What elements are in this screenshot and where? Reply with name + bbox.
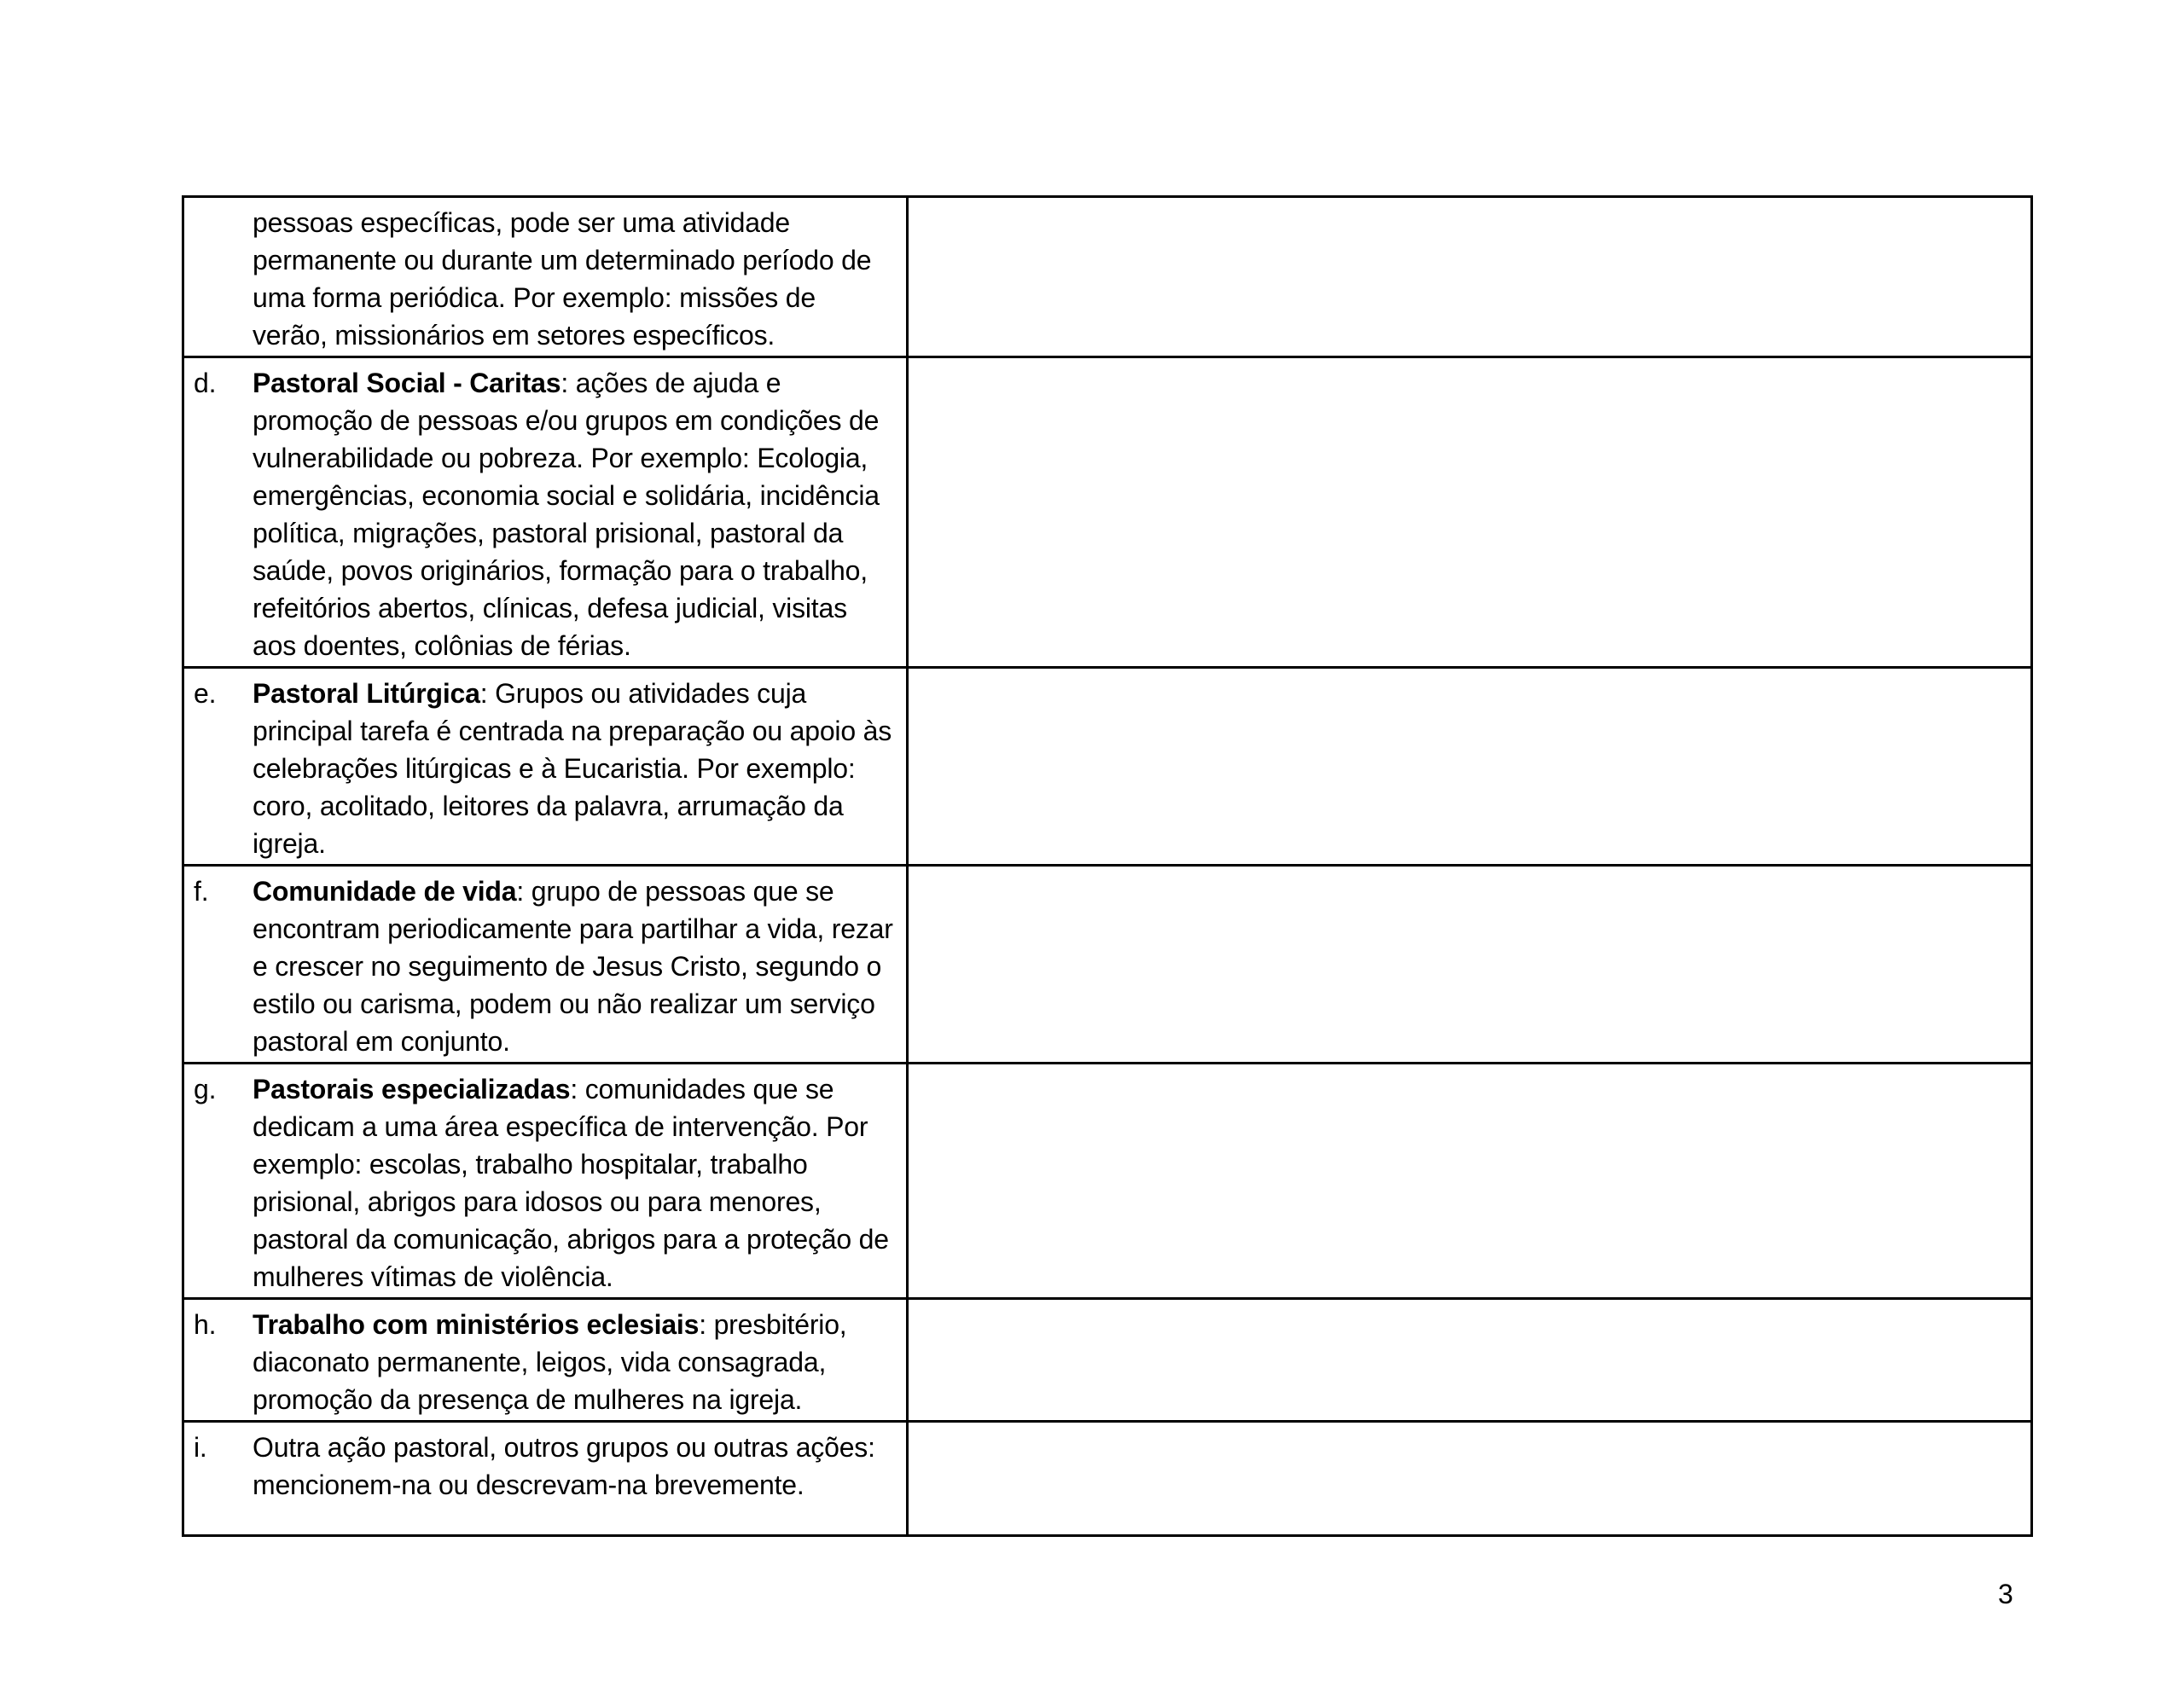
- table-row: [183, 1299, 2032, 1422]
- answer-cell[interactable]: [908, 357, 2032, 668]
- item-letter: i.: [194, 1432, 207, 1463]
- item-description-cell: [183, 357, 908, 668]
- answer-cell[interactable]: [908, 1064, 2032, 1299]
- item-description: Outra ação pastoral, outros grupos ou outras ações: mencionem-na ou descrevam-na brevemente.: [253, 1432, 875, 1500]
- item-description: : ações de ajuda e promoção de pessoas e/ou grupos em condições de vulnerabilidade ou pobreza. Por exemplo: Ecologia, emergências, economia social e solidária, incidência política, migrações, pastoral prisional, pastoral da saúde, povos originários, formação para o trabalho, refeitórios abertos, clínicas, defesa judicial, visitas aos doentes, colônias de férias.: [253, 368, 880, 661]
- item-title: Trabalho com ministérios eclesiais: [253, 1309, 700, 1340]
- item-description-cell: [183, 197, 908, 357]
- item-title: Pastoral Social - Caritas: [253, 368, 561, 398]
- answer-cell[interactable]: [908, 866, 2032, 1064]
- item-description: : presbitério, diaconato permanente, leigos, vida consagrada, promoção da presença de mulheres na igreja.: [253, 1309, 847, 1415]
- item-description: pessoas específicas, pode ser uma atividade permanente ou durante um determinado período de uma forma periódica. Por exemplo: missões de verão, missionários em setores específicos.: [253, 207, 872, 351]
- page-number: 3: [1998, 1579, 2013, 1609]
- answer-cell[interactable]: [908, 668, 2032, 866]
- answer-cell[interactable]: [908, 197, 2032, 357]
- item-description-cell: [183, 1064, 908, 1299]
- item-letter: d.: [194, 368, 217, 398]
- item-title: Pastorais especializadas: [253, 1074, 571, 1104]
- item-description: : grupo de pessoas que se encontram periodicamente para partilhar a vida, rezar e crescer no seguimento de Jesus Cristo, segundo o estilo ou carisma, podem ou não realizar um serviço pastoral em conjunto.: [253, 876, 893, 1057]
- pastoral-activities-table: [182, 195, 2033, 1537]
- item-letter: f.: [194, 876, 209, 907]
- item-description-cell: [183, 866, 908, 1064]
- item-title: Pastoral Litúrgica: [253, 678, 480, 709]
- item-title: Comunidade de vida: [253, 876, 517, 907]
- table-row: [183, 357, 2032, 668]
- item-letter: h.: [194, 1309, 217, 1340]
- item-letter: g.: [194, 1074, 217, 1104]
- item-description-cell: [183, 1422, 908, 1536]
- table-row: [183, 1422, 2032, 1536]
- answer-cell[interactable]: [908, 1422, 2032, 1536]
- table-row: [183, 1064, 2032, 1299]
- table-row: [183, 668, 2032, 866]
- item-letter: e.: [194, 678, 217, 709]
- table-row: [183, 866, 2032, 1064]
- answer-cell[interactable]: [908, 1299, 2032, 1422]
- item-description-cell: [183, 668, 908, 866]
- table-row: [183, 197, 2032, 357]
- item-description: : Grupos ou atividades cuja principal tarefa é centrada na preparação ou apoio às celebrações litúrgicas e à Eucaristia. Por exemplo: coro, acolitado, leitores da palavra, arrumação da igreja.: [253, 678, 892, 859]
- item-description: : comunidades que se dedicam a uma área específica de intervenção. Por exemplo: escolas, trabalho hospitalar, trabalho prisional, abrigos para idosos ou para menores, pastoral da comunicação, abrigos para a proteção de mulheres vítimas de violência.: [253, 1074, 889, 1292]
- item-description-cell: [183, 1299, 908, 1422]
